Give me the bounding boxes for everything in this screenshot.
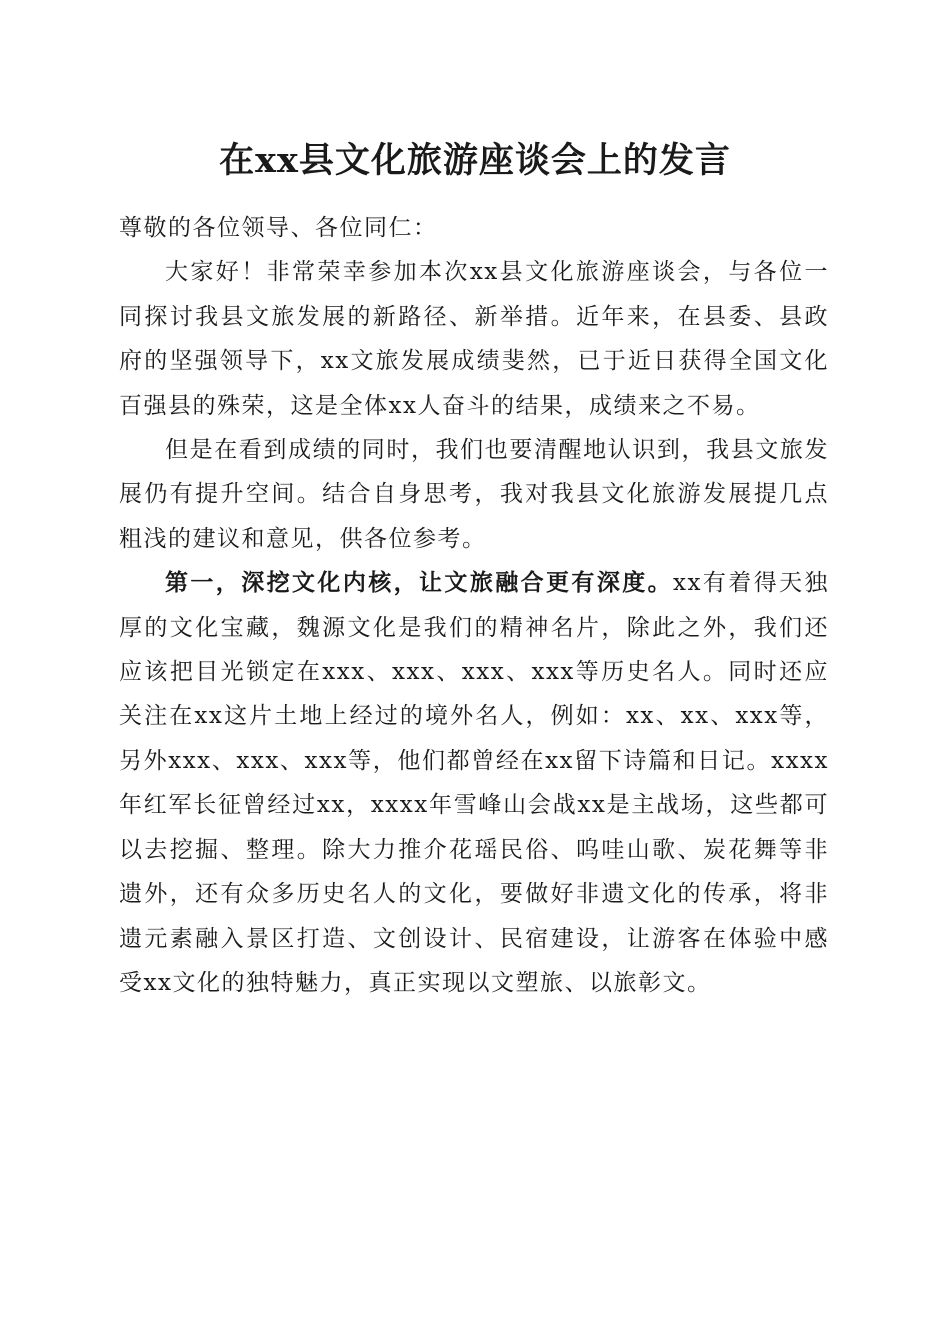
paragraph-text: 但是在看到成绩的同时，我们也要清醒地认识到，我县文旅发展仍有提升空间。结合自身思考，我对我县文化旅游发展提几点粗浅的建议和意见，供各位参考。 — [119, 437, 829, 552]
paragraph-text: 大家好！非常荣幸参加本次xx县文化旅游座谈会，与各位一同探讨我县文旅发展的新路径、新举措。近年来，在县委、县政府的坚强领导下，xx文旅发展成绩斐然，已于近日获得全国文化百强县的殊荣，这是全体xx人奋斗的结果，成绩来之不易。 — [119, 259, 829, 419]
paragraph-point-one — [119, 561, 829, 1005]
document-title: 在xx县文化旅游座谈会上的发言 — [219, 140, 731, 181]
document-body — [119, 206, 829, 1005]
paragraph-lead-heading: 第一，深挖文化内核，让文旅融合更有深度。 — [165, 569, 674, 597]
paragraph-greeting — [119, 250, 829, 428]
paragraph-reflection — [119, 428, 829, 561]
paragraph-text: xx有着得天独厚的文化宝藏，魏源文化是我们的精神名片，除此之外，我们还应该把目光锁定在xxx、xxx、xxx、xxx等历史名人。同时还应关注在xx这片土地上经过的境外名人，例如：xx、xx、xxx等，另外xxx、xxx、xxx等，他们都曾经在xx留下诗篇和日记。xxxx年红军长征曾经过xx，xxxx年雪峰山会战xx是主战场，这些都可以去挖掘、整理。除大力推介花瑶民俗、呜哇山歌、炭花舞等非遗外，还有众多历史名人的文化，要做好非遗文化的传承，将非遗元素融入景区打造、文创设计、民宿建设，让游客在体验中感受xx文化的独特魅力，真正实现以文塑旅、以旅彰文。 — [119, 570, 829, 996]
salutation: 尊敬的各位领导、各位同仁： — [119, 215, 438, 241]
